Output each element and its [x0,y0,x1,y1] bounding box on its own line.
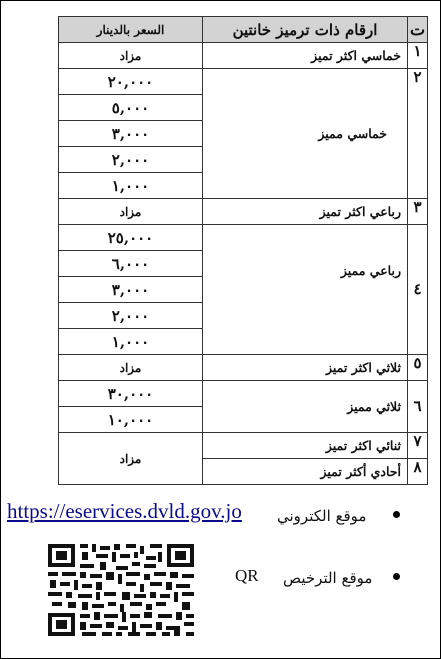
header-index: ت [408,17,428,43]
price-cell: ١,٠٠٠ [59,173,203,199]
table-header-row [59,17,428,43]
row-name: رباعي اكثر تميز [203,199,408,225]
row-index: ٣ [408,199,428,225]
price-cell: ٢,٠٠٠ [59,147,203,173]
price-cell: ٦,٠٠٠ [59,251,203,277]
price-cell: مزاد [59,433,203,485]
license-code: QR [235,566,259,585]
row-name: خماسي مميز [203,69,408,199]
website-link[interactable]: https://eservices.dvld.gov.jo [7,499,242,523]
row-index: ٢ [408,69,428,199]
bullet-icon [393,511,400,518]
price-cell: مزاد [59,355,203,381]
website-label: موقع الكتروني [277,507,367,525]
table-row [59,355,428,381]
price-cell: مزاد [59,199,203,225]
row-name: خماسي اكثر تميز [203,43,408,69]
price-cell: مزاد [59,43,203,69]
price-cell: ٢٥,٠٠٠ [59,225,203,251]
bullet-icon [393,573,400,580]
header-price: السعر بالدينار [59,17,203,43]
pricing-table [58,16,428,485]
price-cell: ٣,٠٠٠ [59,121,203,147]
row-name: ثلاثي اكثر تميز [203,355,408,381]
qr-code-icon [46,542,196,638]
row-name: ثنائي اكثر تميز [203,433,408,459]
price-cell: ٣,٠٠٠ [59,277,203,303]
table-row [59,199,428,225]
table-row [59,381,428,407]
price-cell: ١,٠٠٠ [59,329,203,355]
row-index: ٥ [408,355,428,381]
header-name: ارقام ذات ترميز خانتين [203,17,408,43]
row-name: أحادي أكثر تميز [203,459,408,485]
table-row [59,69,428,95]
row-index: ٦ [408,381,428,433]
row-name: ثلاثي مميز [203,381,408,433]
price-cell: ٢٠,٠٠٠ [59,69,203,95]
price-cell: ٥,٠٠٠ [59,95,203,121]
table-row [59,225,428,251]
price-cell: ١٠,٠٠٠ [59,407,203,433]
license-label: موقع الترخيص [283,569,373,587]
row-index: ١ [408,43,428,69]
row-index: ٨ [408,459,428,485]
table-row [59,43,428,69]
row-index: ٤ [408,225,428,355]
price-cell: ٢,٠٠٠ [59,303,203,329]
row-name: رباعي مميز [203,225,408,355]
table-row [59,433,428,459]
row-index: ٧ [408,433,428,459]
price-cell: ٣٠,٠٠٠ [59,381,203,407]
